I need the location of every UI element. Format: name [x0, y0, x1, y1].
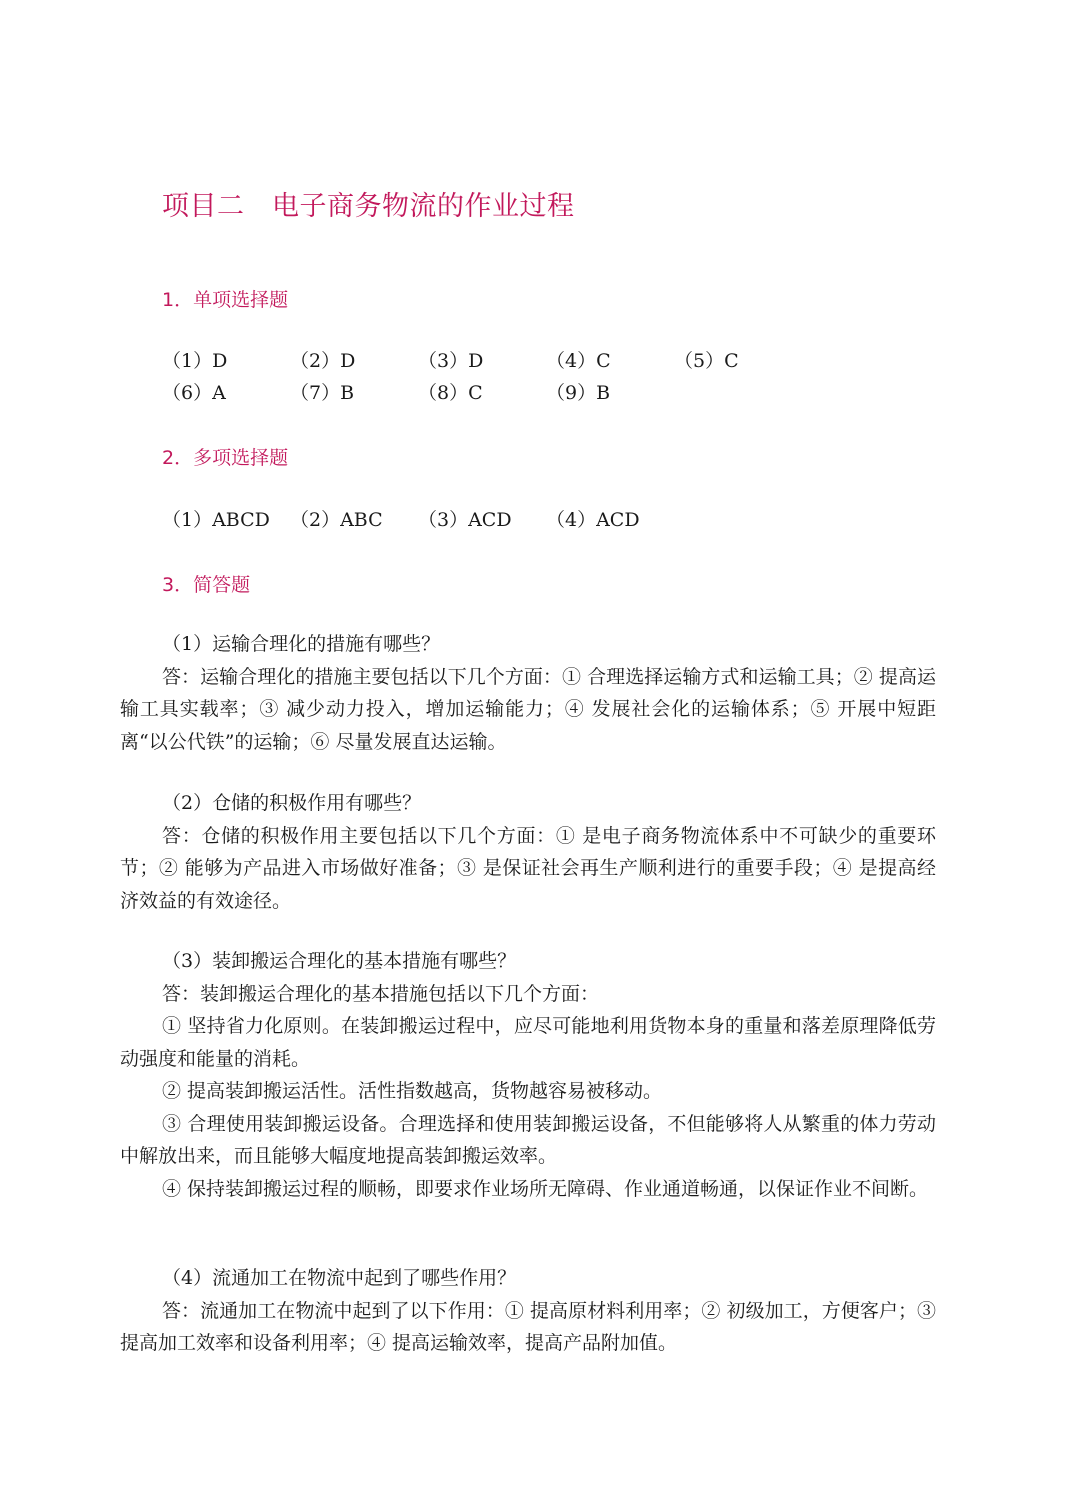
answer-item: （6）A: [162, 382, 226, 404]
answer-lead-text: 答：装卸搬运合理化的基本措施包括以下几个方面：: [162, 982, 600, 1005]
answer-item: （4）ACD: [546, 509, 640, 531]
answer-item: （1）D: [162, 350, 228, 372]
question-text: （3）装卸搬运合理化的基本措施有哪些？: [162, 950, 517, 972]
answer-item: （2）D: [290, 350, 356, 372]
section-heading-multiple-choice: 2．多项选择题: [162, 447, 289, 469]
answer-item: （8）C: [418, 382, 483, 404]
short-answer-q2: [120, 787, 936, 917]
answer-item: （9）B: [546, 382, 611, 404]
answer-item: （7）B: [290, 382, 355, 404]
short-answer-q4: [120, 1262, 936, 1360]
answer-item: （2）ABC: [290, 509, 383, 531]
page-title: 项目二 电子商务物流的作业过程: [162, 191, 575, 222]
answer-item: （3）D: [418, 350, 484, 372]
answer-item: （3）ACD: [418, 509, 512, 531]
answer-text: 答：流通加工在物流中起到了以下作用：① 提高原材料利用率；② 初级加工，方便客户；③ 提高加工效率和设备利用率；④ 提高运输效率，提高产品附加值。: [120, 1299, 936, 1354]
question-text: （4）流通加工在物流中起到了哪些作用？: [162, 1267, 517, 1289]
answer-text: 答：仓储的积极作用主要包括以下几个方面：① 是电子商务物流体系中不可缺少的重要环节；② 能够为产品进入市场做好准备；③ 是保证社会再生产顺利进行的重要手段；④ 是提高经济效益的有效途径。: [120, 824, 936, 912]
short-answer-q1: [120, 628, 936, 758]
answer-point: ③ 合理使用装卸搬运设备。合理选择和使用装卸搬运设备，不但能够将人从繁重的体力劳动中解放出来，而且能够大幅度地提高装卸搬运效率。: [120, 1112, 936, 1167]
answer-text: 答：运输合理化的措施主要包括以下几个方面：① 合理选择运输方式和运输工具；② 提高运输工具实载率；③ 减少动力投入，增加运输能力；④ 发展社会化的运输体系；⑤ 开展中短距离“以公代铁”的运输；⑥ 尽量发展直达运输。: [120, 665, 936, 753]
answer-item: （5）C: [674, 350, 739, 372]
answer-point: ② 提高装卸搬运活性。活性指数越高，货物越容易被移动。: [162, 1080, 663, 1102]
section-heading-short-answer: 3．简答题: [162, 574, 251, 596]
short-answer-q3: [120, 945, 936, 1205]
question-text: （2）仓储的积极作用有哪些？: [162, 792, 422, 814]
answer-item: （1）ABCD: [162, 509, 270, 531]
section-heading-single-choice: 1．单项选择题: [162, 289, 289, 311]
question-text: （1）运输合理化的措施有哪些？: [162, 633, 441, 655]
answer-item: （4）C: [546, 350, 611, 372]
answer-point: ④ 保持装卸搬运过程的顺畅，即要求作业场所无障碍、作业通道畅通，以保证作业不间断。: [162, 1177, 929, 1200]
answer-point: ① 坚持省力化原则。在装卸搬运过程中，应尽可能地利用货物本身的重量和落差原理降低劳动强度和能量的消耗。: [120, 1015, 936, 1070]
